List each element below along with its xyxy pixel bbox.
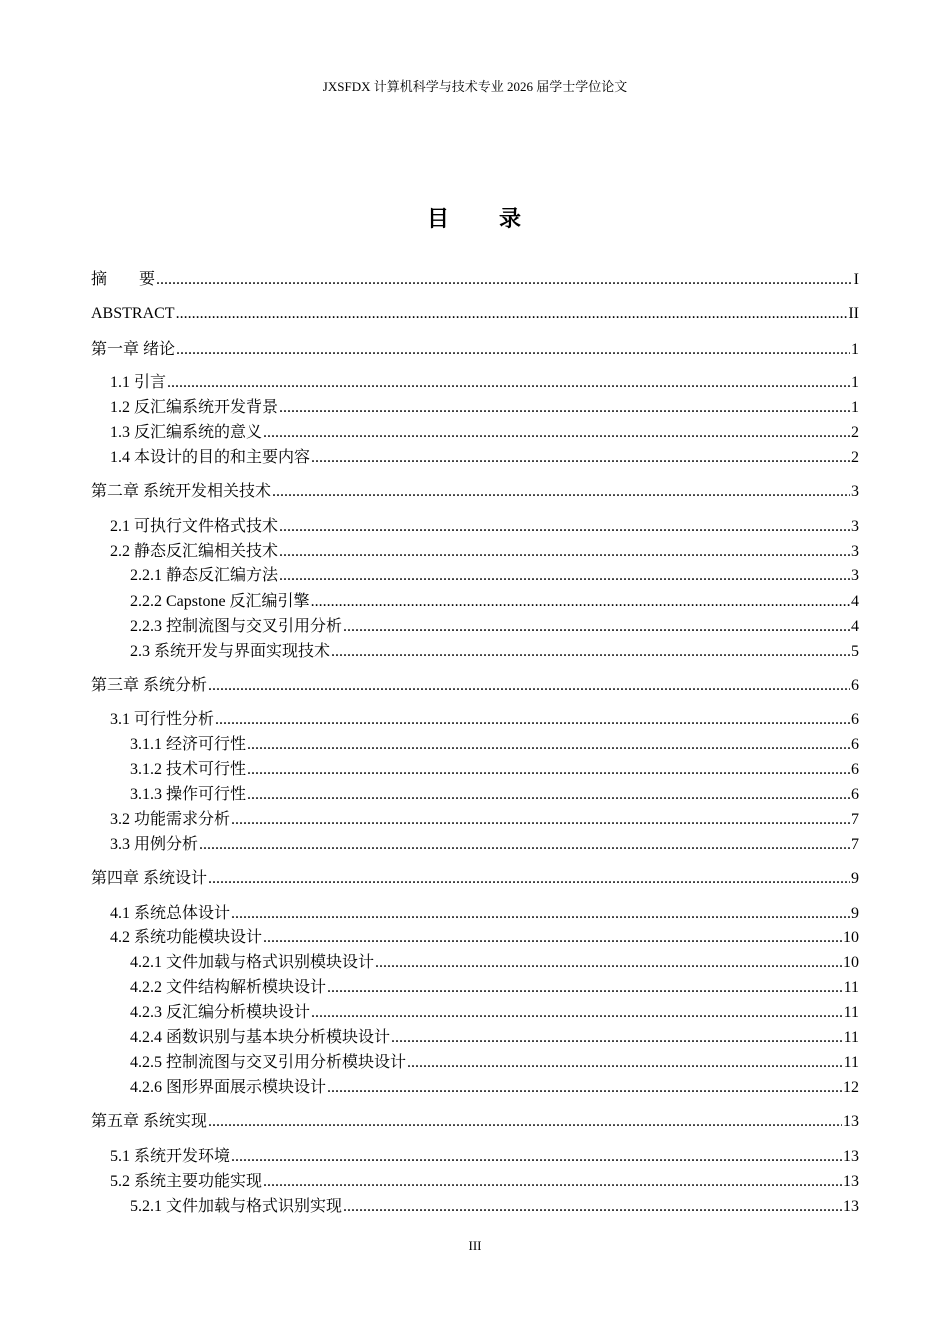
toc-entry-page: II	[848, 305, 859, 322]
toc-leader-dots	[263, 423, 850, 443]
toc-entry-label: 4.2.5 控制流图与交叉引用分析模块设计	[130, 1054, 407, 1071]
toc-entry-page: 2	[851, 424, 859, 441]
toc-entry-page: 1	[851, 374, 859, 391]
toc-entry-page: 1	[851, 399, 859, 416]
toc-entry-page: 11	[843, 1004, 859, 1021]
toc-leader-dots	[331, 642, 850, 662]
toc-entry-page: 9	[851, 870, 859, 887]
toc-entry-page: 6	[851, 786, 859, 803]
toc-entry[interactable]	[110, 1170, 859, 1192]
toc-entry[interactable]	[110, 833, 859, 855]
toc-leader-dots	[156, 270, 853, 290]
toc-entry[interactable]	[91, 338, 859, 360]
toc-entry-label: 3.1 可行性分析	[110, 711, 215, 728]
toc-entry-label: 5.2.1 文件加载与格式识别实现	[130, 1198, 343, 1215]
toc-entry[interactable]	[110, 421, 859, 443]
toc-entry-page: 10	[843, 929, 859, 946]
toc-leader-dots	[311, 1003, 843, 1023]
toc-entry[interactable]	[130, 1076, 859, 1098]
toc-leader-dots	[279, 542, 850, 562]
toc-entry-label: 4.2.3 反汇编分析模块设计	[130, 1004, 311, 1021]
toc-leader-dots	[247, 785, 850, 805]
toc-entry[interactable]	[130, 1195, 859, 1217]
toc-entry-label: 第五章 系统实现	[91, 1113, 208, 1130]
toc-entry[interactable]	[110, 902, 859, 924]
toc-entry-page: 13	[843, 1113, 859, 1130]
toc-leader-dots	[231, 904, 850, 924]
toc-entry[interactable]	[130, 1026, 859, 1048]
toc-leader-dots	[343, 617, 850, 637]
toc-entry[interactable]	[130, 1051, 859, 1073]
toc-entry-label: 2.2.1 静态反汇编方法	[130, 567, 279, 584]
toc-entry[interactable]	[110, 515, 859, 537]
toc-entry-label: 2.2 静态反汇编相关技术	[110, 543, 279, 560]
toc-entry-page: 9	[851, 905, 859, 922]
toc-entry-page: 4	[851, 618, 859, 635]
toc-entry[interactable]	[91, 268, 859, 290]
toc-entry-page: I	[853, 271, 859, 288]
toc-leader-dots	[247, 735, 850, 755]
toc-entry-page: 6	[851, 761, 859, 778]
toc-leader-dots	[263, 1172, 842, 1192]
toc-entry-label: 5.1 系统开发环境	[110, 1148, 231, 1165]
toc-entry[interactable]	[130, 783, 859, 805]
toc-entry-page: 11	[843, 979, 859, 996]
toc-leader-dots	[208, 869, 850, 889]
toc-leader-dots	[279, 517, 850, 537]
toc-entry-label: 第一章 绪论	[91, 341, 176, 358]
toc-leader-dots	[407, 1053, 843, 1073]
toc-entry[interactable]	[110, 708, 859, 730]
toc-entry-page: 3	[851, 567, 859, 584]
toc-entry-page: 10	[843, 954, 859, 971]
toc-leader-dots	[176, 340, 850, 360]
toc-leader-dots	[327, 978, 843, 998]
toc-entry-page: 13	[843, 1148, 859, 1165]
toc-leader-dots	[231, 1147, 842, 1167]
toc-entry-label: 第三章 系统分析	[91, 677, 208, 694]
toc-entry-page: 1	[851, 341, 859, 358]
page-number: III	[468, 1238, 482, 1253]
toc-leader-dots	[343, 1197, 842, 1217]
toc-entry-label: 4.1 系统总体设计	[110, 905, 231, 922]
toc-entry-page: 2	[851, 449, 859, 466]
toc-entry-label: 3.3 用例分析	[110, 836, 199, 853]
toc-entry-page: 11	[843, 1054, 859, 1071]
toc-entry-label: 4.2.4 函数识别与基本块分析模块设计	[130, 1029, 391, 1046]
toc-entry-page: 6	[851, 736, 859, 753]
toc-entry[interactable]	[110, 396, 859, 418]
toc-entry-label: 1.4 本设计的目的和主要内容	[110, 449, 311, 466]
toc-leader-dots	[375, 953, 842, 973]
toc-entry-page: 6	[851, 711, 859, 728]
toc-entry-page: 4	[851, 593, 859, 610]
toc-entry-label: 4.2.6 图形界面展示模块设计	[130, 1079, 327, 1096]
toc-entry-page: 5	[851, 643, 859, 660]
toc-entry-label: 5.2 系统主要功能实现	[110, 1173, 263, 1190]
toc-entry-page: 3	[851, 543, 859, 560]
toc-entry[interactable]	[110, 446, 859, 468]
toc-entry-label: 2.2.3 控制流图与交叉引用分析	[130, 618, 343, 635]
toc-entry-page: 13	[843, 1173, 859, 1190]
toc-entry[interactable]	[91, 674, 859, 696]
toc-entry-label: 第二章 系统开发相关技术	[91, 483, 272, 500]
toc-entry-page: 3	[851, 483, 859, 500]
toc-entry[interactable]	[130, 1001, 859, 1023]
running-header: JXSFDX 计算机科学与技术专业 2026 届学士学位论文	[322, 79, 628, 94]
toc-leader-dots	[199, 835, 850, 855]
toc-entry-label: 2.2.2 Capstone 反汇编引擎	[130, 593, 310, 610]
toc-entry[interactable]	[110, 1145, 859, 1167]
toc-entry[interactable]	[130, 758, 859, 780]
toc-title: 目 录	[426, 206, 523, 231]
toc-entry-page: 13	[843, 1198, 859, 1215]
toc-entry-page: 6	[851, 677, 859, 694]
toc-leader-dots	[279, 398, 850, 418]
toc-entry[interactable]	[110, 540, 859, 562]
toc-leader-dots	[176, 304, 848, 324]
toc-entry[interactable]	[130, 615, 859, 637]
toc-leader-dots	[311, 592, 850, 612]
toc-entry-label: 1.3 反汇编系统的意义	[110, 424, 263, 441]
toc-entry[interactable]	[130, 733, 859, 755]
toc-leader-dots	[263, 928, 842, 948]
toc-entry[interactable]	[130, 976, 859, 998]
toc-entry[interactable]	[130, 640, 859, 662]
toc-leader-dots	[231, 810, 850, 830]
toc-entry[interactable]	[110, 371, 859, 393]
toc-entry-label: 3.2 功能需求分析	[110, 811, 231, 828]
toc-entry-label: 3.1.2 技术可行性	[130, 761, 247, 778]
toc-leader-dots	[272, 482, 850, 502]
toc-entry-page: 7	[851, 811, 859, 828]
toc-leader-dots	[247, 760, 850, 780]
toc-leader-dots	[208, 1112, 842, 1132]
toc-entry-label: ABSTRACT	[91, 305, 175, 322]
toc-entry-label: 2.1 可执行文件格式技术	[110, 518, 279, 535]
toc-entry[interactable]	[130, 564, 859, 586]
toc-entry[interactable]	[91, 867, 859, 889]
toc-entry-label: 摘 要	[91, 271, 156, 288]
toc-entry[interactable]	[91, 480, 859, 502]
toc-entry[interactable]	[130, 590, 859, 612]
toc-entry-label: 第四章 系统设计	[91, 870, 208, 887]
toc-leader-dots	[327, 1078, 842, 1098]
toc-leader-dots	[167, 373, 850, 393]
toc-entry-page: 3	[851, 518, 859, 535]
toc-entry-label: 3.1.3 操作可行性	[130, 786, 247, 803]
toc-entry-label: 3.1.1 经济可行性	[130, 736, 247, 753]
toc-entry[interactable]	[91, 1110, 859, 1132]
toc-entry-label: 4.2.2 文件结构解析模块设计	[130, 979, 327, 996]
toc-leader-dots	[311, 448, 850, 468]
toc-entry-page: 11	[843, 1029, 859, 1046]
toc-entry[interactable]	[130, 951, 859, 973]
toc-leader-dots	[391, 1028, 843, 1048]
toc-entry-label: 1.1 引言	[110, 374, 167, 391]
toc-entry-label: 4.2 系统功能模块设计	[110, 929, 263, 946]
toc-entry[interactable]	[110, 926, 859, 948]
toc-leader-dots	[215, 710, 850, 730]
toc-entry-label: 1.2 反汇编系统开发背景	[110, 399, 279, 416]
toc-entry-page: 12	[843, 1079, 859, 1096]
toc-entry[interactable]	[91, 302, 859, 324]
toc-entry[interactable]	[110, 808, 859, 830]
toc-leader-dots	[279, 566, 850, 586]
toc-entry-label: 4.2.1 文件加载与格式识别模块设计	[130, 954, 375, 971]
toc-leader-dots	[208, 676, 850, 696]
toc-entry-page: 7	[851, 836, 859, 853]
toc-entry-label: 2.3 系统开发与界面实现技术	[130, 643, 331, 660]
